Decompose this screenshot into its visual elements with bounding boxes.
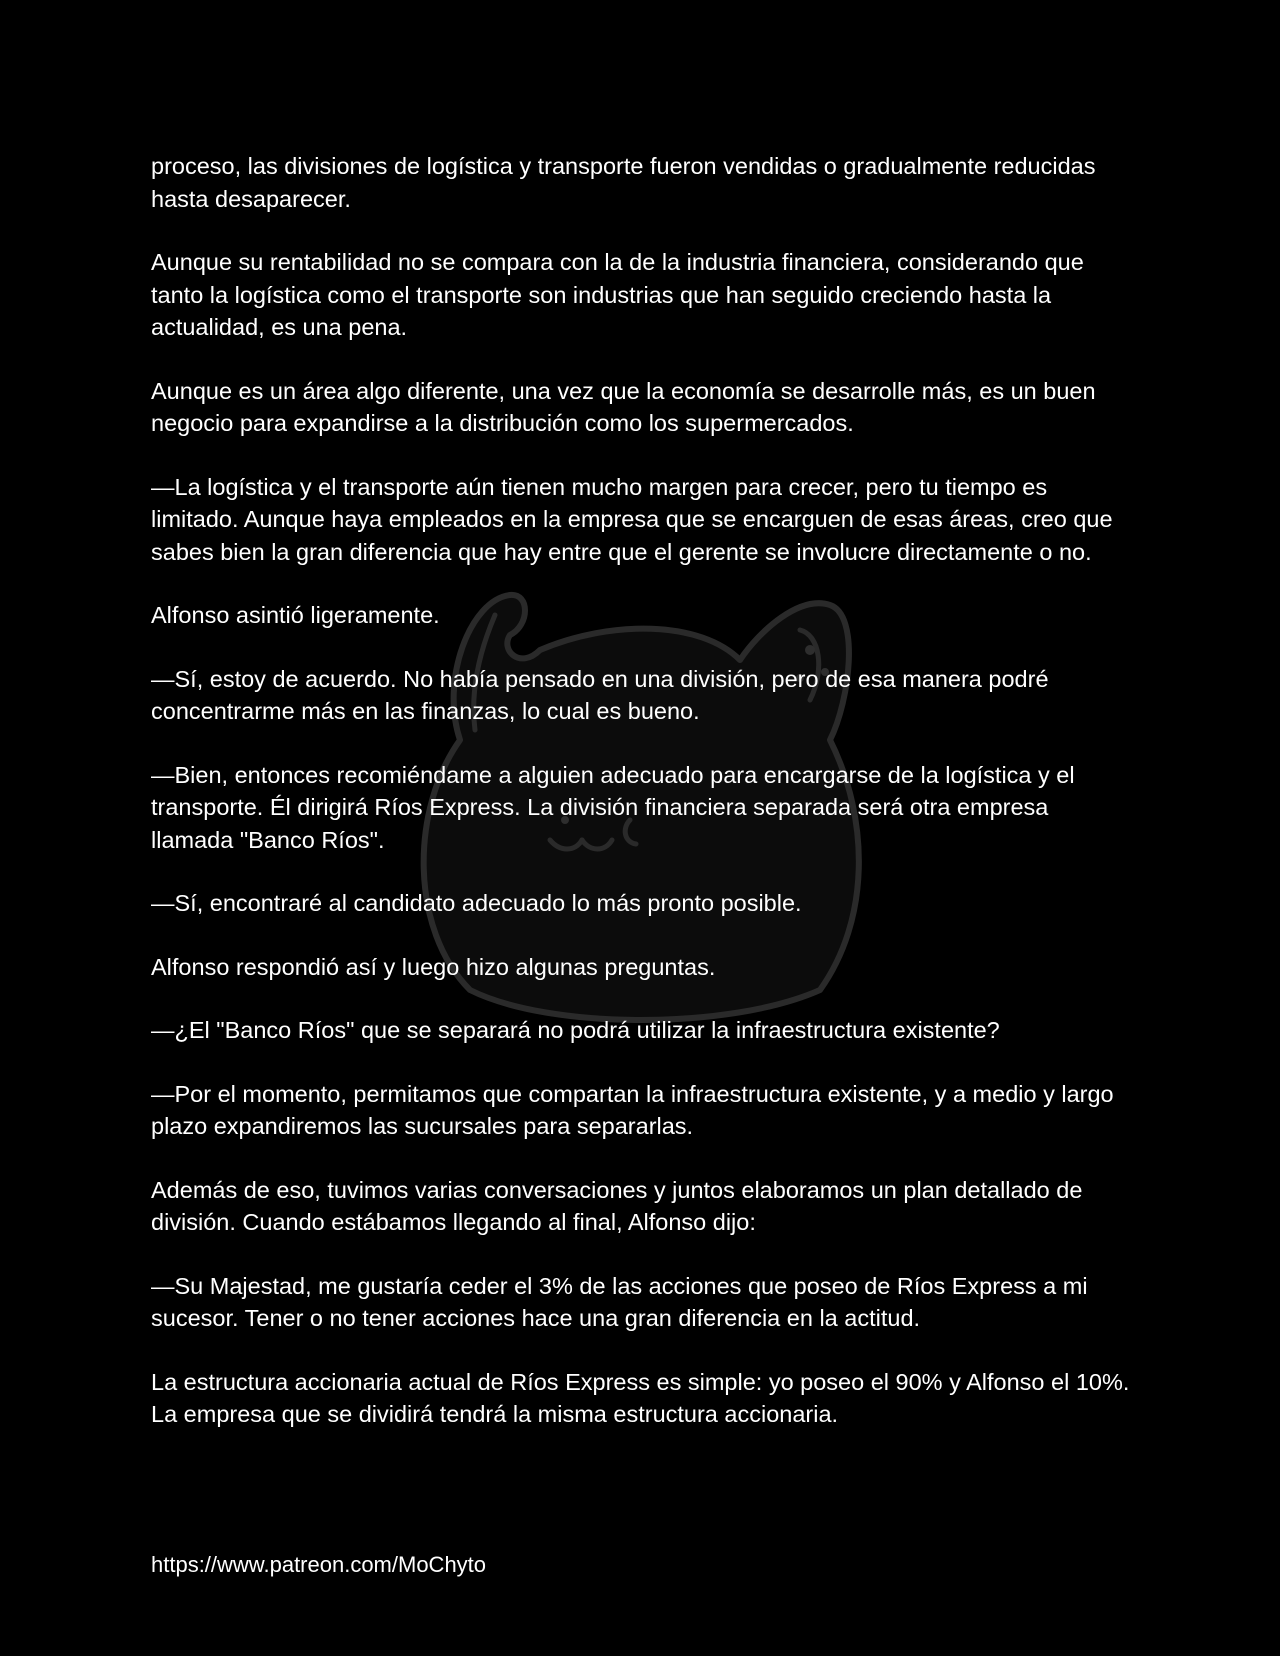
paragraph: Además de eso, tuvimos varias conversaciones y juntos elaboramos un plan detallado de división. Cuando estábamos llegando al final, Alfonso dijo: [151, 1176, 1083, 1235]
paragraph: —¿El "Banco Ríos" que se separará no podrá utilizar la infraestructura existente? [151, 1017, 1000, 1043]
paragraph: —La logística y el transporte aún tienen mucho margen para crecer, pero tu tiempo es limitado. Aunque haya empleados en la empresa que se encarguen de esas áreas, creo que sabes bien la gran diferencia que hay entre que el gerente se involucre directamente o no. [151, 473, 1113, 565]
paragraph: Alfonso asintió ligeramente. [151, 602, 440, 628]
paragraph: —Sí, encontraré al candidato adecuado lo más pronto posible. [151, 890, 802, 916]
paragraph: proceso, las divisiones de logística y transporte fueron vendidas o gradualmente reducidas hasta desaparecer. [151, 153, 1096, 212]
paragraph: —Por el momento, permitamos que compartan la infraestructura existente, y a medio y largo plazo expandiremos las sucursales para separarlas. [151, 1080, 1114, 1139]
paragraph: Aunque su rentabilidad no se compara con la de la industria financiera, considerando que tanto la logística como el transporte son industrias que han seguido creciendo hasta la actualidad, es una pena. [151, 249, 1084, 340]
paragraph: Aunque es un área algo diferente, una vez que la economía se desarrolle más, es un buen negocio para expandirse a la distribución como los supermercados. [151, 377, 1096, 436]
paragraph: —Bien, entonces recomiéndame a alguien adecuado para encargarse de la logística y el transporte. Él dirigirá Ríos Express. La división financiera separada será otra empresa llamada "Banco Ríos". [151, 761, 1075, 853]
paragraph: —Sí, estoy de acuerdo. No había pensado en una división, pero de esa manera podré concentrarme más en las finanzas, lo cual es bueno. [151, 665, 1049, 724]
chapter-text [151, 150, 1136, 1462]
paragraph: —Su Majestad, me gustaría ceder el 3% de las acciones que poseo de Ríos Express a mi sucesor. Tener o no tener acciones hace una gran diferencia en la actitud. [151, 1272, 1088, 1331]
paragraph: Alfonso respondió así y luego hizo algunas preguntas. [151, 953, 716, 980]
paragraph: La estructura accionaria actual de Ríos Express es simple: yo poseo el 90% y Alfonso el 10%. La empresa que se dividirá tendrá la misma estructura accionaria. [151, 1368, 1130, 1427]
patreon-link[interactable]: https://www.patreon.com/MoChyto [151, 1552, 487, 1577]
